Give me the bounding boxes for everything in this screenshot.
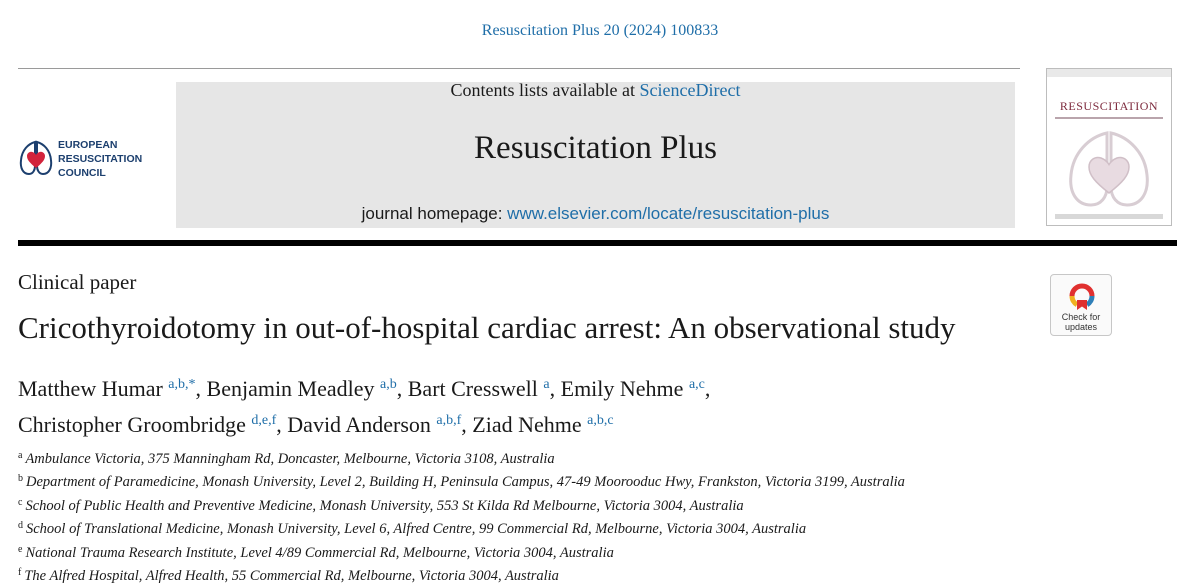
author-name[interactable]: David Anderson — [287, 412, 431, 437]
affiliation-text: The Alfred Hospital, Alfred Health, 55 Commercial Rd, Melbourne, Victoria 3004, Australia — [24, 568, 559, 585]
check-for-updates-button[interactable] — [1050, 274, 1112, 336]
cover-top-strip — [1047, 69, 1171, 77]
affiliation-text: School of Public Health and Preventive Medicine, Monash University, 553 St Kilda Rd Melbourne, Victoria 3004, Australia — [25, 497, 744, 514]
cover-subtitle-line — [1055, 117, 1163, 119]
erc-logo-line: COUNCIL — [58, 167, 106, 179]
journal-citation[interactable]: Resuscitation Plus 20 (2024) 100833 — [481, 22, 719, 39]
cover-title: RESUSCITATION — [1059, 99, 1159, 113]
cover-footer — [1055, 214, 1163, 219]
author-name[interactable]: Bart Cresswell — [407, 376, 538, 401]
affiliation-key: a — [18, 450, 23, 461]
journal-cover[interactable] — [1046, 68, 1172, 226]
check-updates-icon — [1068, 280, 1096, 310]
erc-logo-line: RESUSCITATION — [58, 153, 143, 165]
affiliation-item — [18, 469, 1188, 492]
author-list: Matthew Humar $^{a,b,*}$, Benjamin Meadley $^{a,b}$, Bart Cresswell $^a$, Emily Nehme $^{a,c}$, Christopher Groombridge $^{d,e,f}$, David Anderson $^{a,b,f}$, Ziad Nehme $^{a,b,c}$ — [18, 376, 711, 437]
journal-name: Resuscitation Plus — [474, 130, 717, 166]
affiliation-key: b — [18, 473, 23, 485]
affiliation-list — [18, 446, 1188, 586]
affiliation-key: d — [18, 520, 23, 532]
affiliation-text: School of Translational Medicine, Monash University, Level 6, Alfred Centre, 99 Commercial Rd, Melbourne, Victoria 3004, Australia — [26, 521, 807, 538]
author-affiliation-marks[interactable]: a — [543, 377, 550, 392]
author-affiliation-marks[interactable]: a,b — [380, 377, 397, 392]
author-name[interactable]: Matthew Humar — [18, 376, 163, 401]
contents-line — [176, 80, 1015, 101]
affiliation-key: c — [18, 496, 23, 508]
author-name[interactable]: Christopher Groombridge — [18, 412, 246, 437]
author-name[interactable]: Benjamin Meadley — [206, 376, 375, 401]
affiliation-text: National Trauma Research Institute, Level 4/89 Commercial Rd, Melbourne, Victoria 3004, Australia — [25, 544, 614, 561]
affiliation-text: Department of Paramedicine, Monash University, Level 2, Building H, Peninsula Campus, 47-49 Moorooduc Hwy, Frankston, Victoria 3199, Australia — [26, 474, 905, 491]
affiliation-item — [18, 493, 1188, 516]
author-affiliation-marks[interactable]: a,b,c — [587, 413, 614, 428]
heart-lungs-icon — [18, 138, 54, 178]
masthead-divider — [18, 240, 1177, 246]
article-type: Clinical paper — [18, 270, 137, 294]
affiliation-key: f — [18, 567, 22, 579]
homepage-prefix: journal homepage: — [361, 204, 508, 223]
check-updates-label: Check for updates — [1061, 312, 1101, 332]
author-affiliation-marks[interactable]: a,b,* — [168, 377, 196, 392]
heart-lungs-icon — [1061, 127, 1157, 211]
author-affiliation-marks[interactable]: a,b,f — [436, 413, 462, 428]
affiliation-item — [18, 563, 1188, 586]
homepage-line — [176, 204, 1015, 224]
erc-logo-text — [58, 138, 142, 180]
author-name[interactable]: Ziad Nehme — [472, 412, 582, 437]
affiliation-text: Ambulance Victoria, 375 Manningham Rd, Doncaster, Melbourne, Victoria 3108, Australia — [25, 451, 555, 467]
affiliation-item — [18, 446, 1188, 469]
article-title: Cricothyroidotomy in out-of-hospital cardiac arrest: An observational study — [18, 310, 956, 345]
author-affiliation-marks[interactable]: a,c — [688, 377, 705, 392]
author-name[interactable]: Emily Nehme — [560, 376, 684, 401]
affiliation-item — [18, 516, 1188, 539]
erc-logo-line: EUROPEAN — [58, 139, 118, 151]
header-divider — [18, 68, 1020, 69]
author-affiliation-marks[interactable]: d,e,f — [251, 413, 277, 428]
contents-prefix: Contents lists available at — [450, 80, 640, 100]
sciencedirect-link[interactable]: ScienceDirect — [639, 80, 741, 100]
affiliation-key: e — [18, 543, 23, 555]
erc-logo — [18, 138, 158, 180]
affiliation-item — [18, 540, 1188, 563]
homepage-link[interactable]: www.elsevier.com/locate/resuscitation-plus — [507, 204, 830, 223]
